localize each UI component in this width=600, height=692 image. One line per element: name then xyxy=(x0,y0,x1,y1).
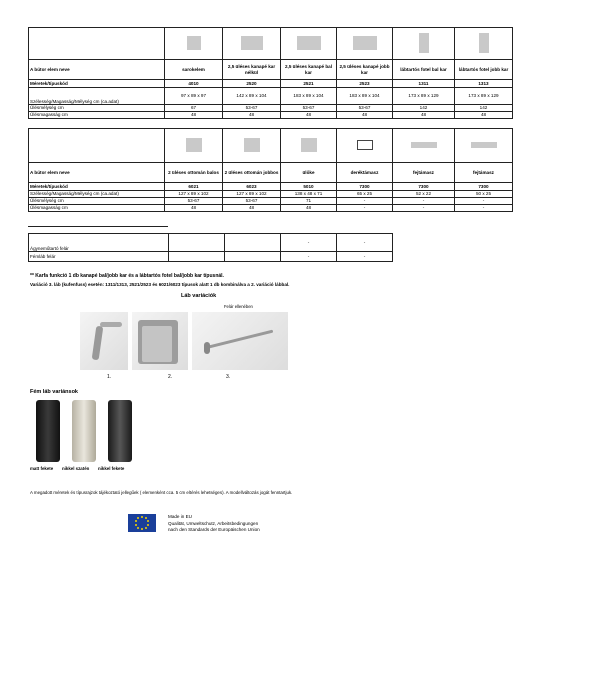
leg-image-3 xyxy=(192,312,288,370)
seat-height: - xyxy=(337,205,393,212)
metal-caption-2: nikkel szatén xyxy=(62,466,90,471)
seat-height: - xyxy=(455,205,513,212)
surcharge-value xyxy=(169,234,225,252)
seat-depth: 67 xyxy=(165,105,223,112)
surcharge-value: - xyxy=(337,234,393,252)
product-image xyxy=(455,28,513,60)
row-label: Ülésmagasság cm xyxy=(29,112,165,119)
seat-depth: - xyxy=(393,198,455,205)
eu-flag-icon xyxy=(128,514,156,532)
product-image xyxy=(223,28,281,60)
product-table-2 xyxy=(28,128,513,212)
metal-swatch-nickel-black xyxy=(108,400,132,462)
row-label: Fémláb felár xyxy=(29,252,169,262)
leg-caption-2: 2. xyxy=(168,374,173,380)
seat-height: 48 xyxy=(281,205,337,212)
product-image xyxy=(337,28,393,60)
product-image xyxy=(393,129,455,163)
product-code: 1311 xyxy=(393,80,455,88)
empty-cell xyxy=(29,129,165,163)
eu-line: Qualität, Umweltschutz, Arbeitsbedingungen xyxy=(168,520,259,526)
row-label: Szélesség/Magasság/Mélység cm (ca.adat) xyxy=(29,191,165,198)
legs-surcharge-label: Felár ellenében xyxy=(224,304,253,309)
product-name: lábtartós fotel jobb kar xyxy=(455,60,513,80)
seat-height: 48 xyxy=(455,112,513,119)
product-name: 2 üléses ottomán balos xyxy=(165,163,223,183)
product-code: 2521 xyxy=(281,80,337,88)
seat-depth: 142 xyxy=(393,105,455,112)
leg-image-1 xyxy=(80,312,128,370)
row-label: Ülésmélység cm xyxy=(29,198,165,205)
product-dims: 97 x 89 x 97 xyxy=(165,88,223,105)
seat-depth: - xyxy=(455,198,513,205)
product-name: lábtartós fotel bal kar xyxy=(393,60,455,80)
product-code: 5010 xyxy=(281,183,337,191)
product-dims: 50 x 25 xyxy=(455,191,513,198)
leg-caption-1: 1. xyxy=(107,374,112,380)
eu-line: Made in EU xyxy=(168,514,193,519)
product-image xyxy=(165,28,223,60)
eu-line: nach den Standards der Europäischen Union xyxy=(168,527,260,533)
seat-depth: 71 xyxy=(281,198,337,205)
seat-height: 48 xyxy=(337,112,393,119)
product-image xyxy=(223,129,281,163)
product-name: fejtámasz xyxy=(393,163,455,183)
metal-swatch-nickel-satin xyxy=(72,400,96,462)
product-table-1 xyxy=(28,27,513,119)
product-code: 2520 xyxy=(223,80,281,88)
eu-text xyxy=(168,514,260,534)
product-dims: 127 x 89 x 102 xyxy=(223,191,281,198)
row-label: Méretek/típuskód xyxy=(29,80,165,88)
metal-swatch-matte-black xyxy=(36,400,60,462)
surcharge-value xyxy=(225,252,281,262)
product-dims: 65 x 25 xyxy=(337,191,393,198)
product-image xyxy=(393,28,455,60)
separator-line xyxy=(28,226,168,227)
seat-height: 48 xyxy=(393,112,455,119)
metal-caption-1: matt fekete xyxy=(30,466,54,471)
row-label: Ágyneműtartó felár xyxy=(29,234,169,252)
legs-title: Láb variációk xyxy=(181,293,217,299)
product-name: ülőke xyxy=(281,163,337,183)
leg-caption-3: 3. xyxy=(226,374,231,380)
product-dims: 173 x 89 x 129 xyxy=(455,88,513,105)
product-name: sarokelem xyxy=(165,60,223,80)
leg-image-2 xyxy=(132,312,188,370)
surcharge-table xyxy=(28,233,393,262)
row-label: Méretek/típuskód xyxy=(29,183,165,191)
row-label: Ülésmélység cm xyxy=(29,105,165,112)
product-image xyxy=(281,28,337,60)
note-variation: Variáció 3. láb (kufenfuss) esetén: 1311/1313, 2521/2523 és 6021/6023 típusok alatt 1 db kombinálva a 2. variáció lábbal. xyxy=(30,282,290,287)
product-name: 2,5 üléses kanapé kar nélkül xyxy=(223,60,281,80)
product-dims: 183 x 89 x 104 xyxy=(337,88,393,105)
product-name: fejtámasz xyxy=(455,163,513,183)
surcharge-value xyxy=(225,234,281,252)
product-code: 7300 xyxy=(393,183,455,191)
seat-height: 48 xyxy=(281,112,337,119)
surcharge-value xyxy=(169,252,225,262)
product-code: 6023 xyxy=(223,183,281,191)
product-image xyxy=(281,129,337,163)
note-armrest: ** Karfa funkció 1 db kanapé bal/jobb kar és a lábtartós fotel bal/jobb kar típusnál. xyxy=(30,273,224,279)
seat-height: 48 xyxy=(165,112,223,119)
surcharge-value: - xyxy=(281,234,337,252)
product-name: 2,5 üléses kanapé jobb kar xyxy=(337,60,393,80)
product-name: 2 üléses ottomán jobbos xyxy=(223,163,281,183)
surcharge-value: - xyxy=(337,252,393,262)
product-image xyxy=(337,129,393,163)
seat-height: 48 xyxy=(223,205,281,212)
seat-depth: 142 xyxy=(455,105,513,112)
disclaimer: A megadott méretek és típusrajzok tájékoztató jellegűek ( elemenként cca. 5 cm eltérés lehetséges). A modellváltozás jogát fenntartjuk. xyxy=(30,490,293,495)
seat-depth: 53-67 xyxy=(223,198,281,205)
product-code: 1313 xyxy=(455,80,513,88)
empty-cell xyxy=(29,28,165,60)
product-dims: 142 x 89 x 104 xyxy=(223,88,281,105)
product-dims: 127 x 89 x 102 xyxy=(165,191,223,198)
product-dims: 183 x 89 x 104 xyxy=(281,88,337,105)
seat-depth: 53-67 xyxy=(281,105,337,112)
seat-height: - xyxy=(393,205,455,212)
product-dims: 52 x 22 xyxy=(393,191,455,198)
surcharge-value: - xyxy=(281,252,337,262)
row-label: Szélesség/Magasság/Mélység cm (ca.adat) xyxy=(29,88,165,105)
product-code: 2523 xyxy=(337,80,393,88)
seat-depth: 53-67 xyxy=(223,105,281,112)
product-code: 7300 xyxy=(337,183,393,191)
metal-title: Fém láb variánsok xyxy=(30,389,78,395)
product-code: 4010 xyxy=(165,80,223,88)
product-code: 7300 xyxy=(455,183,513,191)
seat-height: 48 xyxy=(165,205,223,212)
product-dims: 138 x 48 x 71 xyxy=(281,191,337,198)
product-dims: 173 x 89 x 129 xyxy=(393,88,455,105)
product-code: 6021 xyxy=(165,183,223,191)
product-image xyxy=(165,129,223,163)
row-label: A bútor elem neve xyxy=(29,60,165,80)
product-name: 2,5 üléses kanapé bal kar xyxy=(281,60,337,80)
seat-height: 48 xyxy=(223,112,281,119)
seat-depth: - xyxy=(337,198,393,205)
metal-caption-3: nikkel fekete xyxy=(98,466,125,471)
row-label: A bútor elem neve xyxy=(29,163,165,183)
product-name: deréktámasz xyxy=(337,163,393,183)
row-label: Ülésmagasság cm xyxy=(29,205,165,212)
product-image xyxy=(455,129,513,163)
seat-depth: 53-67 xyxy=(337,105,393,112)
seat-depth: 53-67 xyxy=(165,198,223,205)
